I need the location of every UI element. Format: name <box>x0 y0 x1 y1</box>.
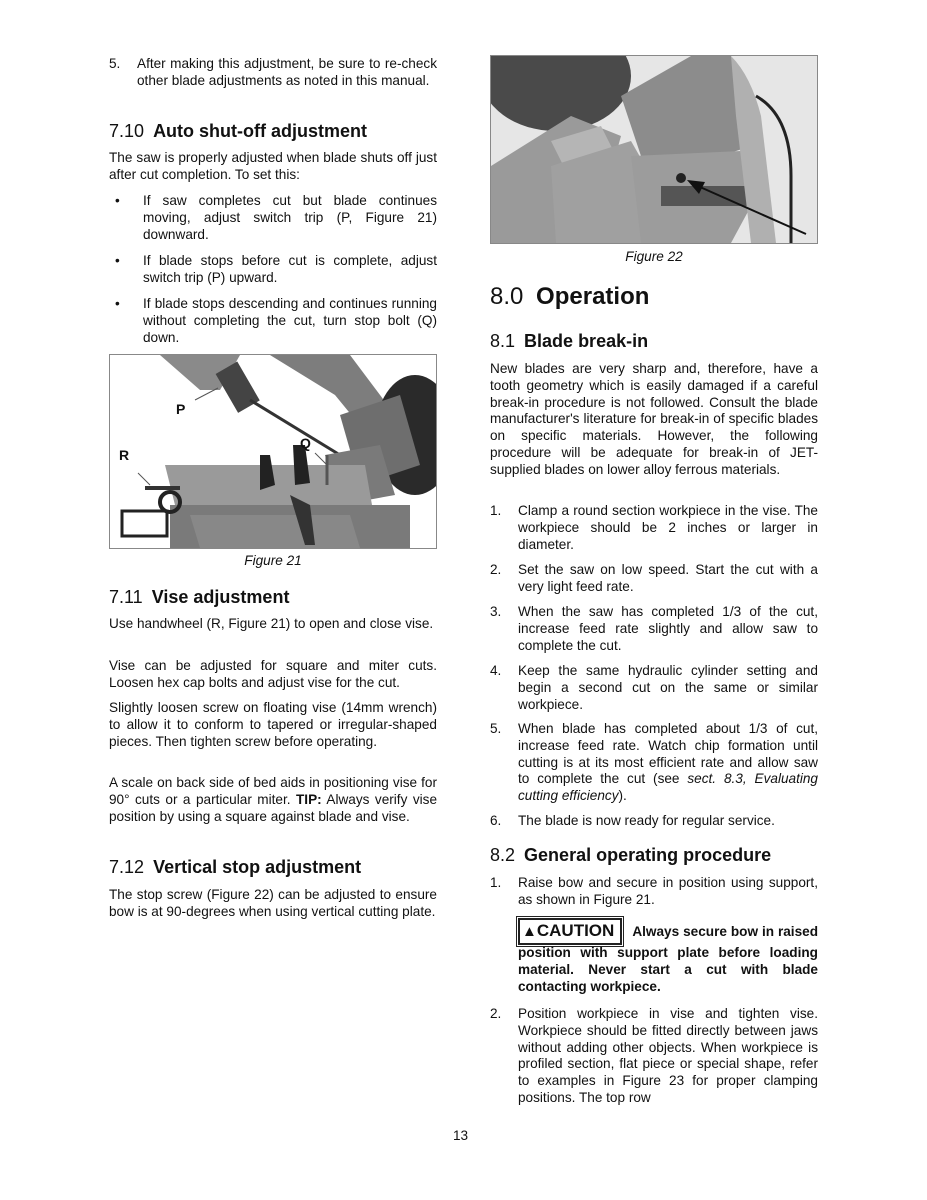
list-item: 5. When blade has completed about 1/3 of cut, increase feed rate. Watch chip formation until cutting is at its most efficient rate and allow saw to complete the cut (see sect. 8.3, Evaluating cutting efficiency). <box>490 721 818 804</box>
figure-22-image <box>490 55 818 244</box>
figure-21-image <box>109 354 437 549</box>
section-heading-8-1: 8.1 Blade break-in <box>490 331 649 351</box>
list-item: 1. Clamp a round section workpiece in the vise. The workpiece should be 2 inches or larger in diameter. <box>490 503 818 552</box>
figure-22-caption: Figure 22 <box>625 249 683 264</box>
list-number: 5. <box>109 56 121 71</box>
bullet-item: • If saw completes cut but blade continues moving, adjust switch trip (P, Figure 21) downward. <box>115 193 437 242</box>
paragraph: New blades are very sharp and, therefore, have a tooth geometry which is easily damaged if a careful break-in procedure is not followed. Consult the blade manufacturer's literature for break-in of specific blades on specific materials. However, the following procedure will be adequate for break-in of JET-supplied blades on lower alloy ferrous materials. <box>490 361 818 477</box>
paragraph: Use handwheel (R, Figure 21) to open and close vise. <box>109 616 434 631</box>
bullet-icon: • <box>115 296 120 311</box>
list-item: 4. Keep the same hydraulic cylinder setting and begin a second cut on the same or similar workpiece. <box>490 663 818 712</box>
section-reference: sect. 8.3, Evaluating cutting efficiency <box>518 771 818 804</box>
bullet-item: • If blade stops before cut is complete, adjust switch trip (P) upward. <box>115 253 437 285</box>
section-heading-8-0: 8.0 Operation <box>490 283 650 310</box>
figure-label-r: R <box>119 447 130 463</box>
paragraph: Vise can be adjusted for square and miter cuts. Loosen hex cap bolts and adjust vise for the cut. <box>109 658 437 690</box>
caution-text: Always secure bow in raised position with support plate before loading material. Never start a cut with blade contacting workpiece. <box>518 924 818 994</box>
paragraph: The stop screw (Figure 22) can be adjusted to ensure bow is at 90-degrees when using vertical cutting plate. <box>109 887 437 919</box>
caution-notice <box>518 918 818 995</box>
paragraph: The saw is properly adjusted when blade shuts off just after cut completion. To set this: <box>109 150 437 182</box>
bullet-item: • If blade stops descending and continues running without completing the cut, turn stop bolt (Q) down. <box>115 296 437 345</box>
section-heading-7-12: 7.12 Vertical stop adjustment <box>109 857 362 877</box>
section-heading-8-2: 8.2 General operating procedure <box>490 845 772 865</box>
list-item: 1. Raise bow and secure in position using support, as shown in Figure 21. <box>490 875 818 907</box>
list-item: 2. Position workpiece in vise and tighten vise. Workpiece should be fitted directly between jaws without adding other objects. When workpiece is profiled section, flat piece or special shape, refer to examples in Figure 23 for proper clamping positions. The top row <box>490 1006 818 1105</box>
figure-label-p: P <box>176 401 186 417</box>
warning-triangle-icon: ▲ <box>522 923 537 940</box>
section-heading-7-10: 7.10 Auto shut-off adjustment <box>109 121 368 141</box>
page-number: 13 <box>453 1128 469 1143</box>
paragraph: Slightly loosen screw on floating vise (14mm wrench) to allow it to conform to tapered or irregular-shaped pieces. Then tighten screw before operating. <box>109 700 437 749</box>
stop-screw-photo-icon <box>491 56 817 243</box>
band-saw-photo-icon <box>110 355 436 548</box>
list-text: After making this adjustment, be sure to re-check other blade adjustments as noted in this manual. <box>137 56 437 88</box>
figure-21-caption: Figure 21 <box>244 553 302 568</box>
list-item: 6. The blade is now ready for regular service. <box>490 813 775 828</box>
section-heading-7-11: 7.11 Vise adjustment <box>109 587 290 607</box>
tip-label: TIP: <box>296 791 322 807</box>
caution-badge: ▲CAUTION <box>518 918 622 945</box>
list-item: 3. When the saw has completed 1/3 of the cut, increase feed rate slightly and allow saw to complete the cut. <box>490 604 818 653</box>
list-item <box>109 56 437 90</box>
bullet-icon: • <box>115 193 120 208</box>
list-item: 2. Set the saw on low speed. Start the cut with a very light feed rate. <box>490 562 818 594</box>
bullet-icon: • <box>115 253 120 268</box>
paragraph-tip: A scale on back side of bed aids in positioning vise for 90° cuts or a particular miter. TIP: Always verify vise position by using a square against blade and vise. <box>109 775 438 824</box>
figure-label-q: Q <box>300 435 311 451</box>
